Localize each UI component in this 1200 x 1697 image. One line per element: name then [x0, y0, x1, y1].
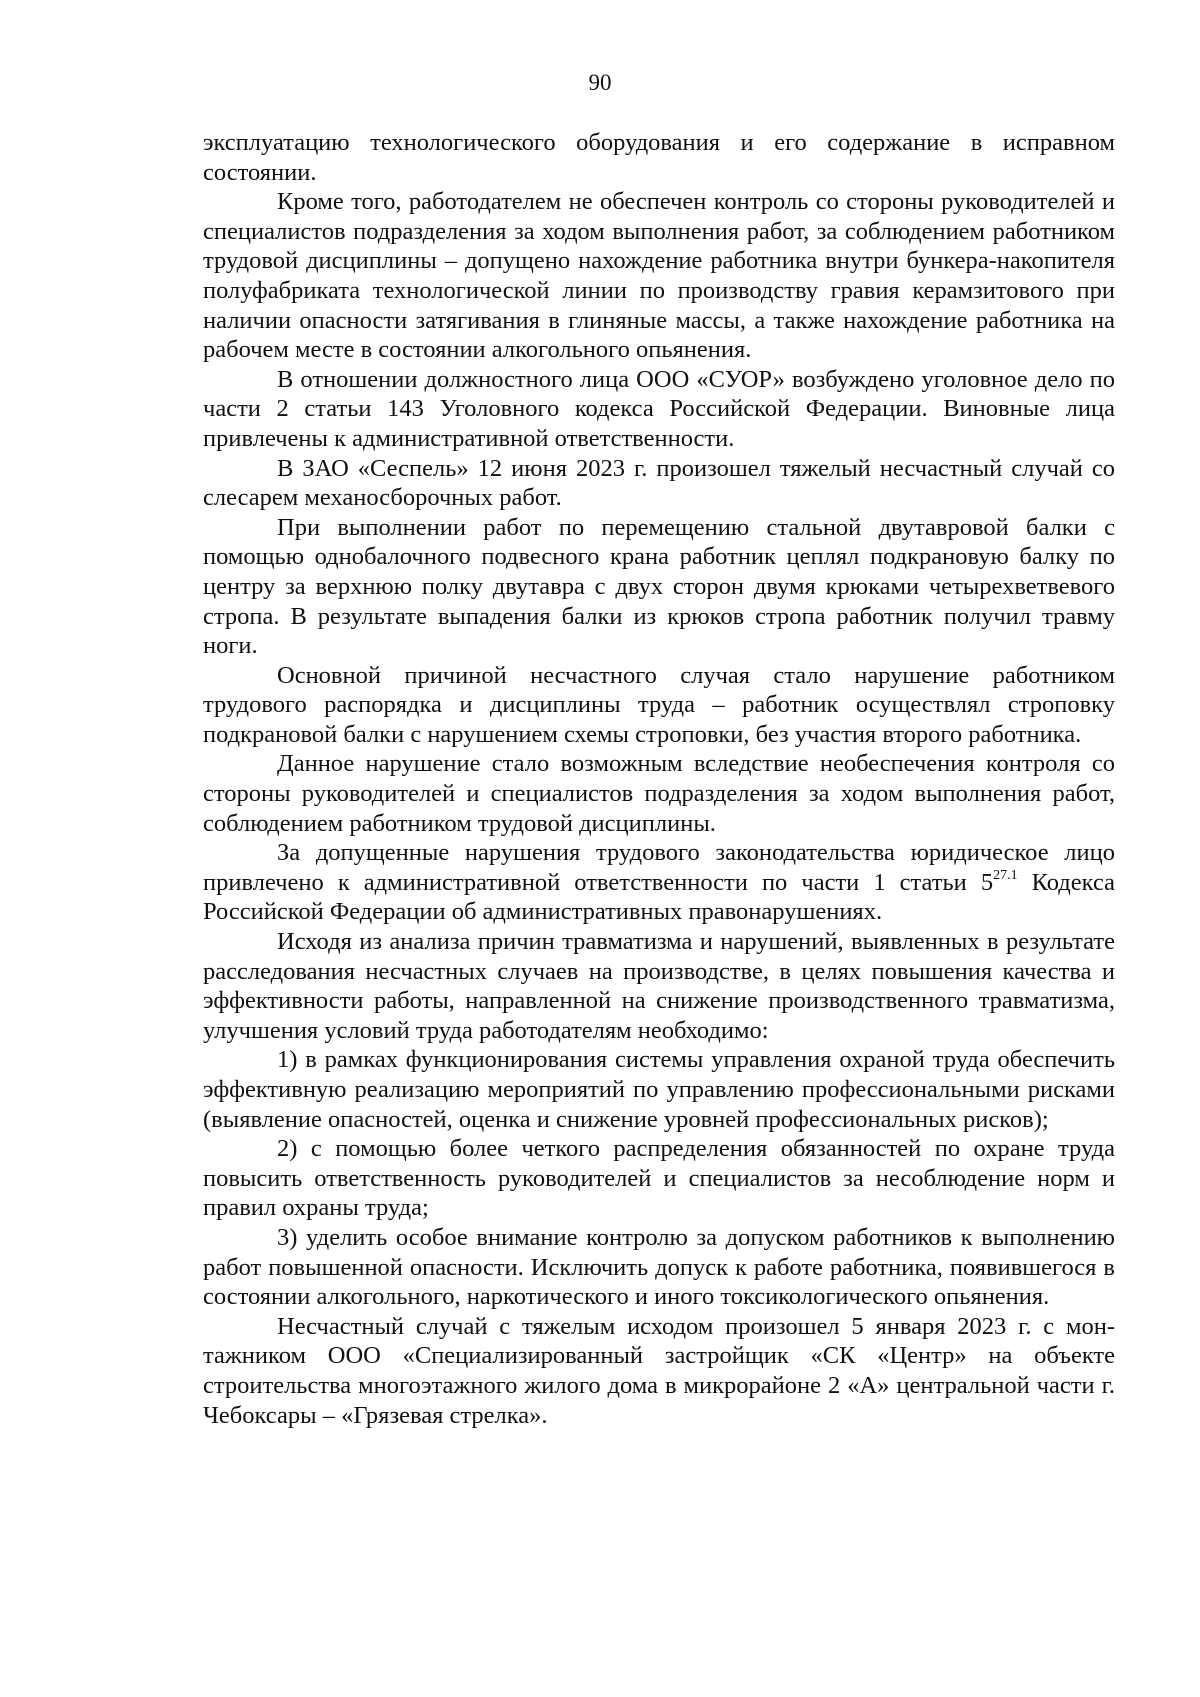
paragraph-2: Кроме того, работодателем не обеспечен контроль со стороны руководителей и специалистов подразделения за ходом выполнения работ, за соблюдением работником трудовой дисциплины – допущено нахождение работника внутри бункера-накопителя полуфабриката технологической линии по производству гравия керамзитового при наличии опасности затягивания в глиняные массы, а также нахождение работника на рабочем месте в состоянии алкогольного опьянения. — [203, 188, 1115, 364]
list-item-1: 1) в рамках функционирования системы управления охраной труда обеспечить эффективную реализацию мероприятий по управлению профессиональными рисками (выявление опасностей, оценка и снижение уровней профессиональных рисков); — [203, 1046, 1115, 1133]
page-number: 90 — [588, 70, 612, 95]
document-body — [203, 128, 1115, 1430]
paragraph-6: Основной причиной несчастного случая стало нарушение работником трудового распорядка и дисциплины труда – работник осуществлял строповку подкрановой балки с нарушением схемы строповки, без участия второго работника. — [203, 661, 1115, 748]
list-item-3: 3) уделить особое внимание контролю за допуском работников к выполнению работ повышенной опасности. Исключить допуск к работе работника, появившегося в состоянии алкогольного, наркотического и иного токсикологического опьянения. — [203, 1223, 1115, 1311]
paragraph-13: Несчастный случай с тяжелым исходом произошел 5 января 2023 г. с монтажником ООО «Специализированный застройщик «СК «Центр» на объекте строительства многоэтажного жилого дома в микрорайоне 2 «А» центральной части г. Чебоксары – «Грязевая стрелка». — [203, 1312, 1115, 1429]
paragraph-3: В отношении должностного лица ООО «СУОР» возбуждено уголовное дело по части 2 статьи 143 Уголовного кодекса Российской Федерации. Виновные лица привлечены к административной ответственности. — [203, 365, 1115, 452]
list-item-2: 2) с помощью более четкого распределения обязанностей по охране труда повысить ответственность руководителей и специалистов за несоблюдение норм и правил охраны труда; — [203, 1135, 1115, 1222]
paragraph-8 — [203, 838, 1115, 927]
paragraph-8-text-before: За допущенные нарушения трудового законодательства юридическое лицо привлечено к административной ответственности по части 1 статьи 5 — [203, 839, 1115, 896]
article-superscript: 27.1 — [993, 867, 1018, 883]
paragraph-7: Данное нарушение стало возможным вследствие необеспечения контроля со стороны руководителей и специалистов подразделения за ходом выполнения работ, соблюдением работником трудовой дисциплины. — [203, 750, 1115, 837]
paragraph-5: При выполнении работ по перемещению стальной двутавровой балки с помощью однобалочного подвесного крана работник цеплял подкрановую балку по центру за верхнюю полку двутавра с двух сторон двумя крюками четырехветвевого стропа. В результате выпадения балки из крюков стропа работник получил травму ноги. — [203, 513, 1115, 660]
paragraph-1: эксплуатацию технологического оборудования и его содержание в исправном состоянии. — [203, 129, 1115, 186]
paragraph-9: Исходя из анализа причин травматизма и нарушений, выявленных в результате расследования несчастных случаев на производстве, в целях повышения качества и эффективности работы, направленной на снижение производственного травматизма, улучшения условий труда работодателям необходимо: — [203, 928, 1115, 1044]
paragraph-4: В ЗАО «Сеспель» 12 июня 2023 г. произошел тяжелый несчастный случай со слесарем механосборочных работ. — [203, 454, 1115, 512]
paragraph-8-text-after: Кодекса Российской Федерации об административных правонарушениях. — [203, 868, 1115, 926]
